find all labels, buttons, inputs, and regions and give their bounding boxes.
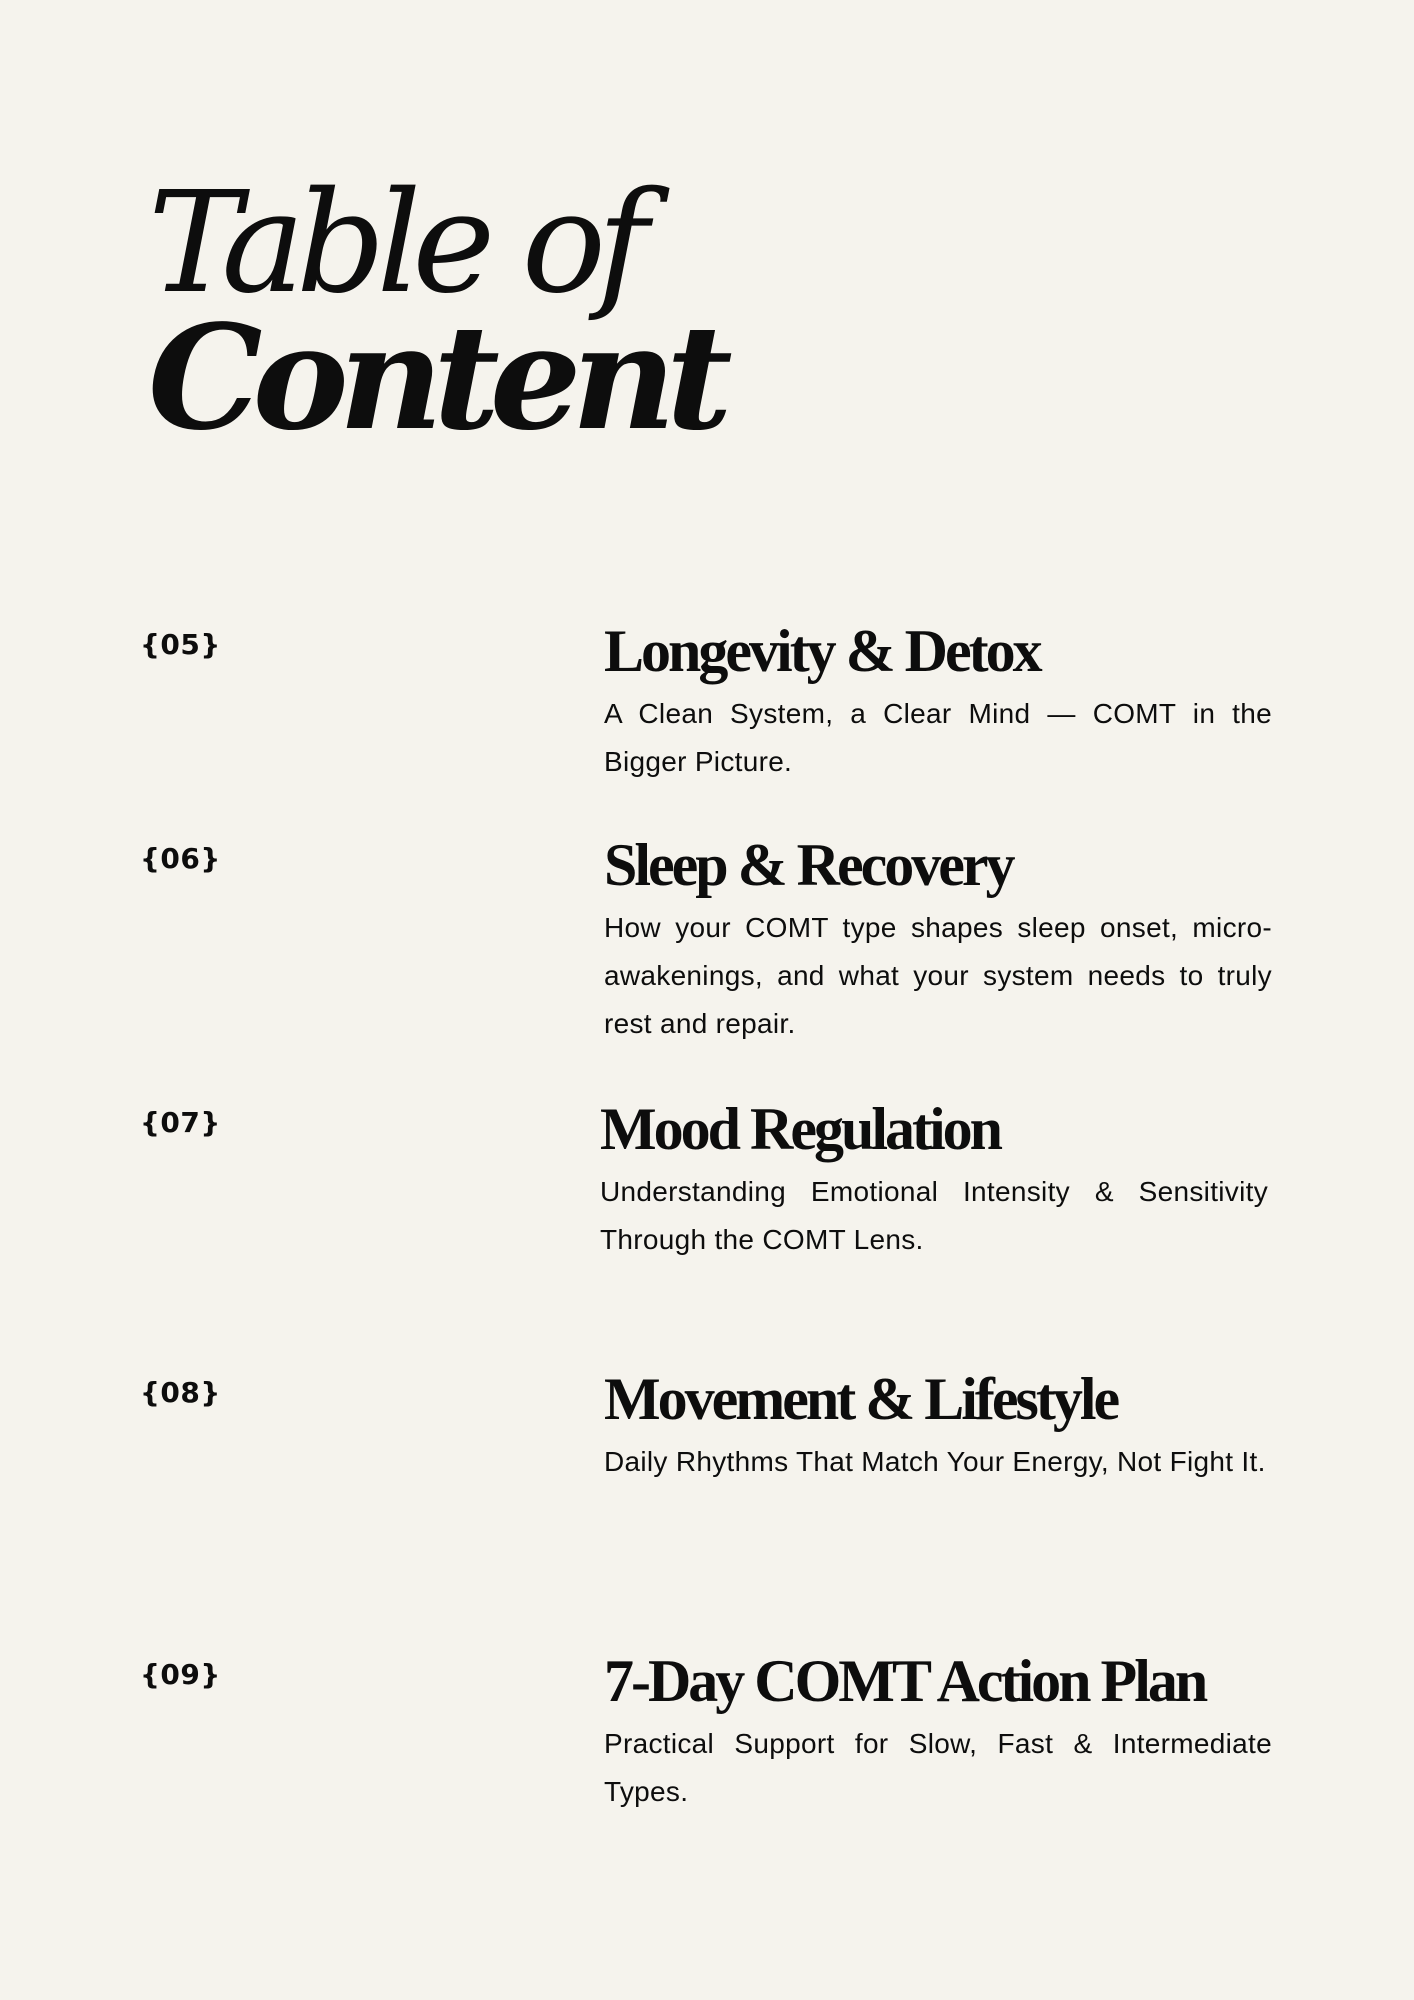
toc-entry-body [604,1648,1272,1816]
toc-entry-heading: Sleep & Recovery [604,832,1013,898]
toc-entry-number: {05} [140,628,221,661]
toc-entry-description: Practical Support for Slow, Fast & Intermediate Types. [604,1728,1272,1807]
toc-entry-description: A Clean System, a Clear Mind — COMT in the Bigger Picture. [604,698,1272,777]
toc-entry-heading: Longevity & Detox [604,618,1040,684]
page-title [148,162,723,462]
toc-entry-description: Daily Rhythms That Match Your Energy, Not Fight It. [604,1446,1266,1477]
toc-entry-number: {09} [140,1658,221,1691]
toc-entry-body [604,618,1272,786]
toc-entry-number: {06} [140,842,221,875]
page-title-line1: Table of [148,162,640,325]
toc-entry-body [600,1096,1268,1264]
page-title-line2: Content [148,293,723,462]
toc-entry-heading: Movement & Lifestyle [604,1366,1118,1432]
toc-entry-heading: Mood Regulation [600,1096,1001,1162]
toc-entry-number: {08} [140,1376,221,1409]
toc-entry-description: Understanding Emotional Intensity & Sensitivity Through the COMT Lens. [600,1176,1268,1255]
toc-entry-number: {07} [140,1106,221,1139]
toc-entry-body [604,832,1272,1048]
toc-entry-body [604,1366,1272,1486]
toc-entry-heading: 7-Day COMT Action Plan [604,1648,1206,1714]
toc-entry-description: How your COMT type shapes sleep onset, micro-awakenings, and what your system needs to truly rest and repair. [604,912,1272,1039]
